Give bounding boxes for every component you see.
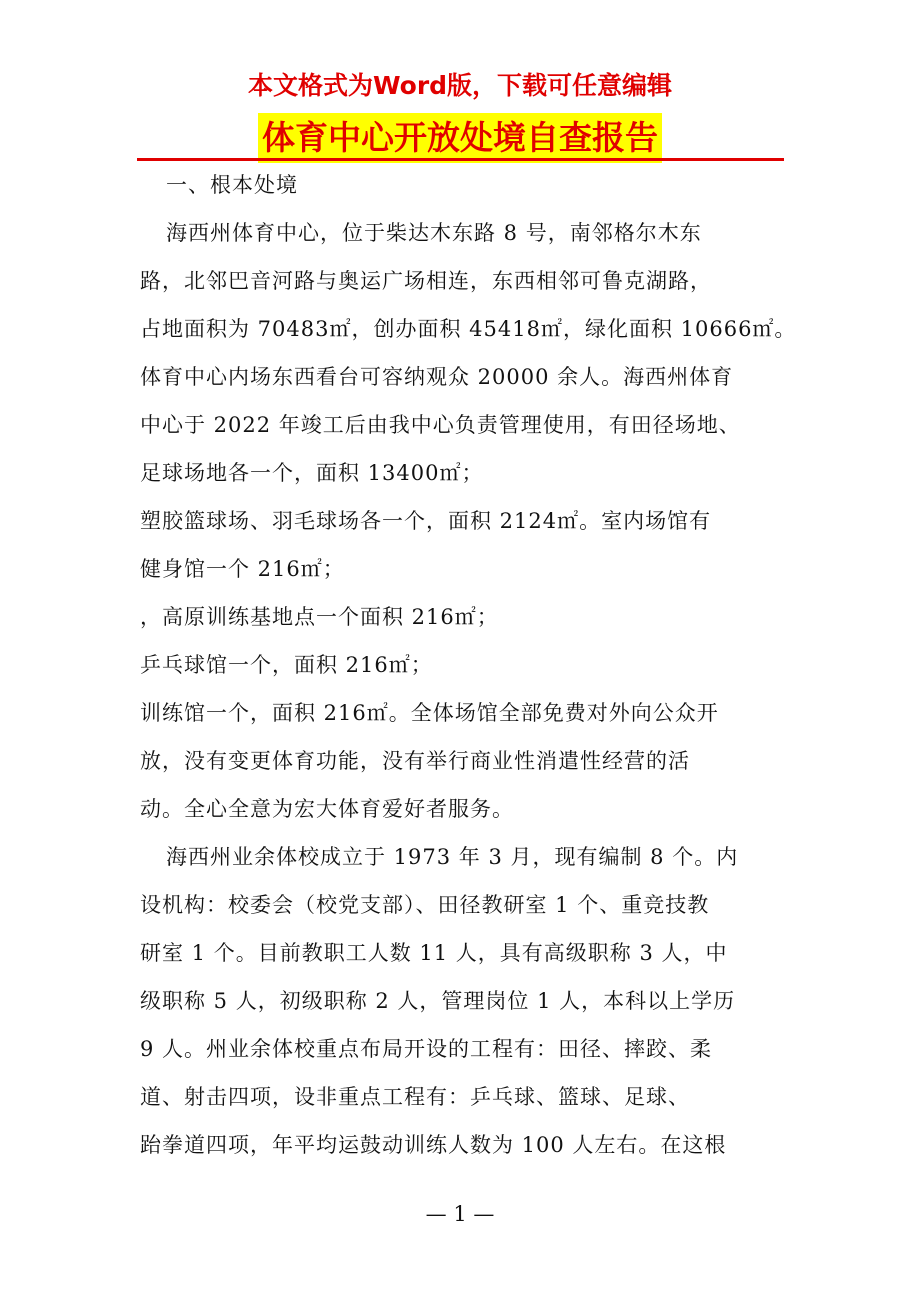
paragraph-line: 路，北邻巴音河路与奥运广场相连，东西相邻可鲁克湖路， — [140, 269, 712, 293]
paragraph-line: 乒乓球馆一个，面积 216㎡； — [140, 653, 433, 677]
paragraph-line: 塑胶篮球场、羽毛球场各一个，面积 2124㎡。室内场馆有 — [140, 509, 712, 533]
paragraph-line: 动。全心全意为宏大体育爱好者服务。 — [140, 797, 514, 821]
section-heading: 一、根本处境 — [166, 173, 298, 197]
paragraph-line: 健身馆一个 216㎡； — [140, 557, 345, 581]
format-notice: 本文格式为Word版，下载可任意编辑 — [247, 71, 673, 100]
paragraph-line: 体育中心内场东西看台可容纳观众 20000 余人。海西州体育 — [140, 365, 734, 389]
document-title: 体育中心开放处境自查报告 — [258, 113, 662, 163]
paragraph-line: 级职称 5 人，初级职称 2 人，管理岗位 1 人，本科以上学历 — [140, 989, 736, 1013]
page-number: — 1 — — [425, 1202, 495, 1226]
title-container — [0, 113, 920, 163]
paragraph-line: 放，没有变更体育功能，没有举行商业性消遣性经营的活 — [140, 749, 690, 773]
paragraph-line: 设机构：校委会（校党支部）、田径教研室 1 个、重竞技教 — [140, 893, 710, 917]
paragraph-line: 足球场地各一个，面积 13400㎡； — [140, 461, 484, 485]
paragraph-line: 研室 1 个。目前教职工人数 11 人，具有高级职称 3 人，中 — [140, 941, 728, 965]
paragraph-line: ，高原训练基地点一个面积 216㎡； — [140, 605, 499, 629]
paragraph-line: 9 人。州业余体校重点布局开设的工程有：田径、摔跤、柔 — [140, 1037, 713, 1061]
paragraph-line: 中心于 2022 年竣工后由我中心负责管理使用，有田径场地、 — [140, 413, 741, 437]
title-divider — [137, 158, 784, 161]
paragraph-line: 占地面积为 70483㎡，创办面积 45418㎡，绿化面积 10666㎡。 — [140, 317, 797, 341]
paragraph-line: 海西州业余体校成立于 1973 年 3 月，现有编制 8 个。内 — [166, 845, 739, 869]
paragraph-line: 跆拳道四项，年平均运鼓动训练人数为 100 人左右。在这根 — [140, 1133, 727, 1157]
paragraph-line: 训练馆一个，面积 216㎡。全体场馆全部免费对外向公众开 — [140, 701, 719, 725]
paragraph-line: 道、射击四项，设非重点工程有：乒乓球、篮球、足球、 — [140, 1085, 690, 1109]
paragraph-line: 海西州体育中心，位于柴达木东路 8 号，南邻格尔木东 — [166, 221, 702, 245]
